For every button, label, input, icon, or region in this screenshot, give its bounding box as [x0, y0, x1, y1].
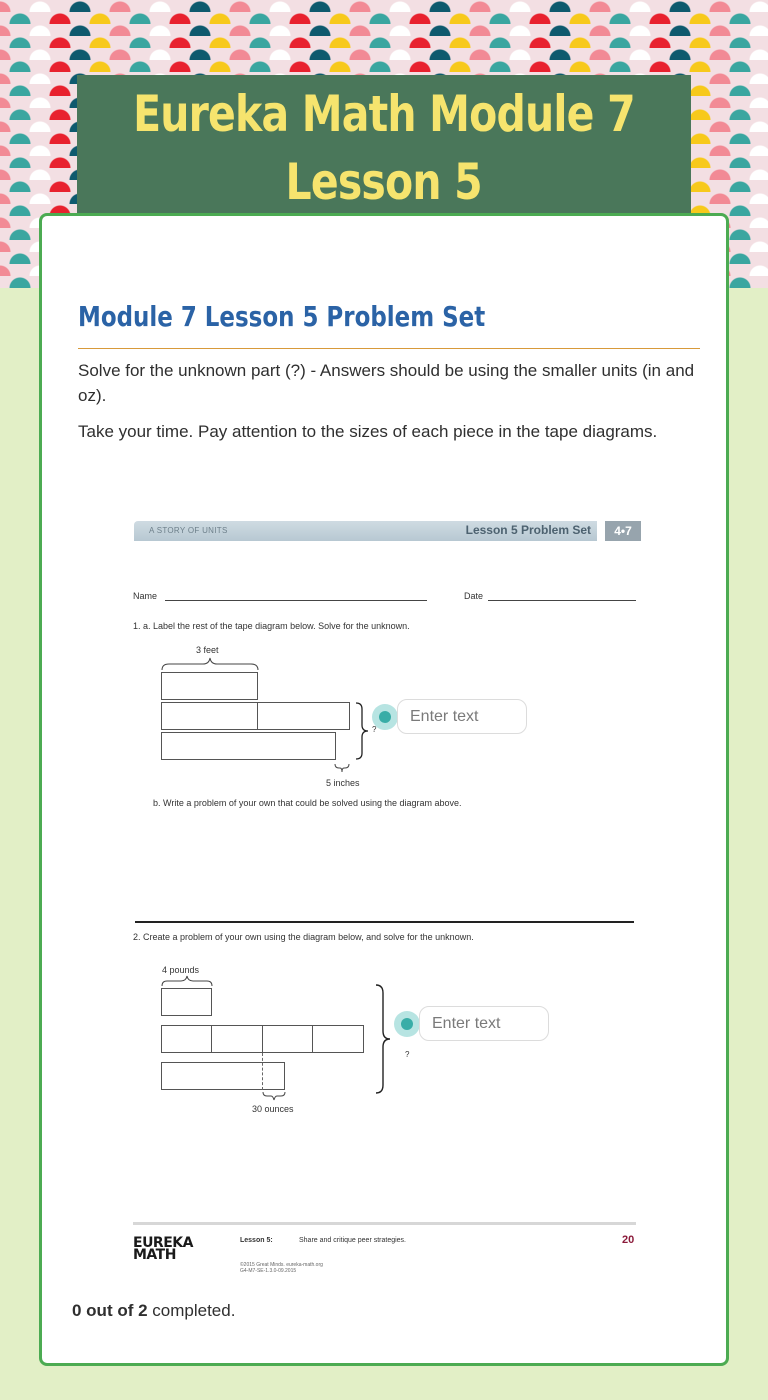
footer-copyright-1: ©2015 Great Minds. eureka-math.org — [240, 1262, 323, 1268]
problem-divider — [135, 921, 634, 923]
date-line — [488, 600, 636, 601]
tape-row-2 — [161, 702, 350, 730]
worksheet-footer-rule — [133, 1222, 636, 1225]
problem-1-top-label: 3 feet — [196, 645, 219, 655]
worksheet-series-label: A STORY OF UNITS — [149, 526, 228, 535]
date-label: Date — [464, 591, 484, 601]
section-divider — [78, 348, 700, 349]
problem-2-prompt: 2. Create a problem of your own using the diagram below, and solve for the unknown. — [133, 932, 474, 942]
brace-top-icon — [161, 657, 259, 671]
tape-row-2-split — [211, 1025, 212, 1053]
worksheet-grade-badge: 4•7 — [605, 521, 641, 541]
logo-line-1: EUREKA — [133, 1235, 193, 1251]
logo-line-2: MATH — [133, 1247, 176, 1263]
tape-row-2-split — [262, 1025, 263, 1053]
brace-bottom-icon — [262, 1091, 286, 1101]
problem-1-unknown-label: ? — [372, 725, 377, 734]
page-title-line-1: Eureka Math Module 7 — [133, 84, 635, 143]
tape-row-2-split — [312, 1025, 313, 1053]
problem-2-answer-input[interactable] — [419, 1006, 549, 1041]
eureka-math-logo — [133, 1237, 193, 1261]
content-card — [39, 213, 729, 1366]
worksheet-image — [129, 514, 641, 1284]
instruction-take-time: Take your time. Pay attention to the sizes of each piece in the tape diagrams. — [78, 422, 658, 441]
name-line — [165, 600, 427, 601]
completion-status — [72, 1301, 235, 1321]
problem-1b-prompt: b. Write a problem of your own that could be solved using the diagram above. — [153, 798, 462, 808]
footer-lesson-desc: Share and critique peer strategies. — [299, 1237, 407, 1244]
tape-row-3 — [161, 1062, 285, 1090]
instruction-units: Solve for the unknown part (?) - Answers should be using the smaller units (in and oz). — [78, 361, 695, 405]
completion-suffix: completed. — [147, 1301, 236, 1320]
worksheet-header — [134, 521, 641, 541]
problem-2-hotspot-marker[interactable] — [394, 1011, 420, 1037]
footer-copyright-2: G4-M7-SE-1.3.0-09.2015 — [240, 1268, 297, 1274]
worksheet-title: Lesson 5 Problem Set — [465, 523, 591, 537]
problem-1-bottom-label: 5 inches — [326, 778, 360, 788]
problem-2-top-label: 4 pounds — [162, 965, 200, 975]
brace-right-icon — [355, 702, 369, 760]
problem-1-answer-input[interactable] — [397, 699, 527, 734]
section-title: Module 7 Lesson 5 Problem Set — [78, 300, 486, 333]
tape-row-1 — [161, 672, 258, 700]
brace-right-icon — [375, 984, 391, 1094]
brace-top-icon — [161, 975, 213, 987]
tape-row-3 — [161, 732, 336, 760]
hotspot-dot-icon — [401, 1018, 413, 1030]
tape-row-2-split — [257, 702, 258, 730]
brace-bottom-icon — [334, 763, 350, 773]
footer-lesson-label: Lesson 5: — [240, 1237, 273, 1244]
hotspot-dot-icon — [379, 711, 391, 723]
name-label: Name — [133, 591, 158, 601]
footer-page-number: 20 — [622, 1234, 635, 1246]
problem-1a-prompt: 1. a. Label the rest of the tape diagram below. Solve for the unknown. — [133, 621, 410, 631]
problem-2-unknown-label: ? — [405, 1050, 410, 1059]
completion-count: 0 out of 2 — [72, 1301, 148, 1320]
tape-row-1 — [161, 988, 212, 1016]
problem-2-bottom-label: 30 ounces — [252, 1104, 294, 1114]
page-title-banner — [77, 75, 691, 220]
tape-dashed-split — [262, 1053, 263, 1090]
problem-1-hotspot-marker[interactable] — [372, 704, 398, 730]
page-title-line-2: Lesson 5 — [285, 152, 483, 211]
